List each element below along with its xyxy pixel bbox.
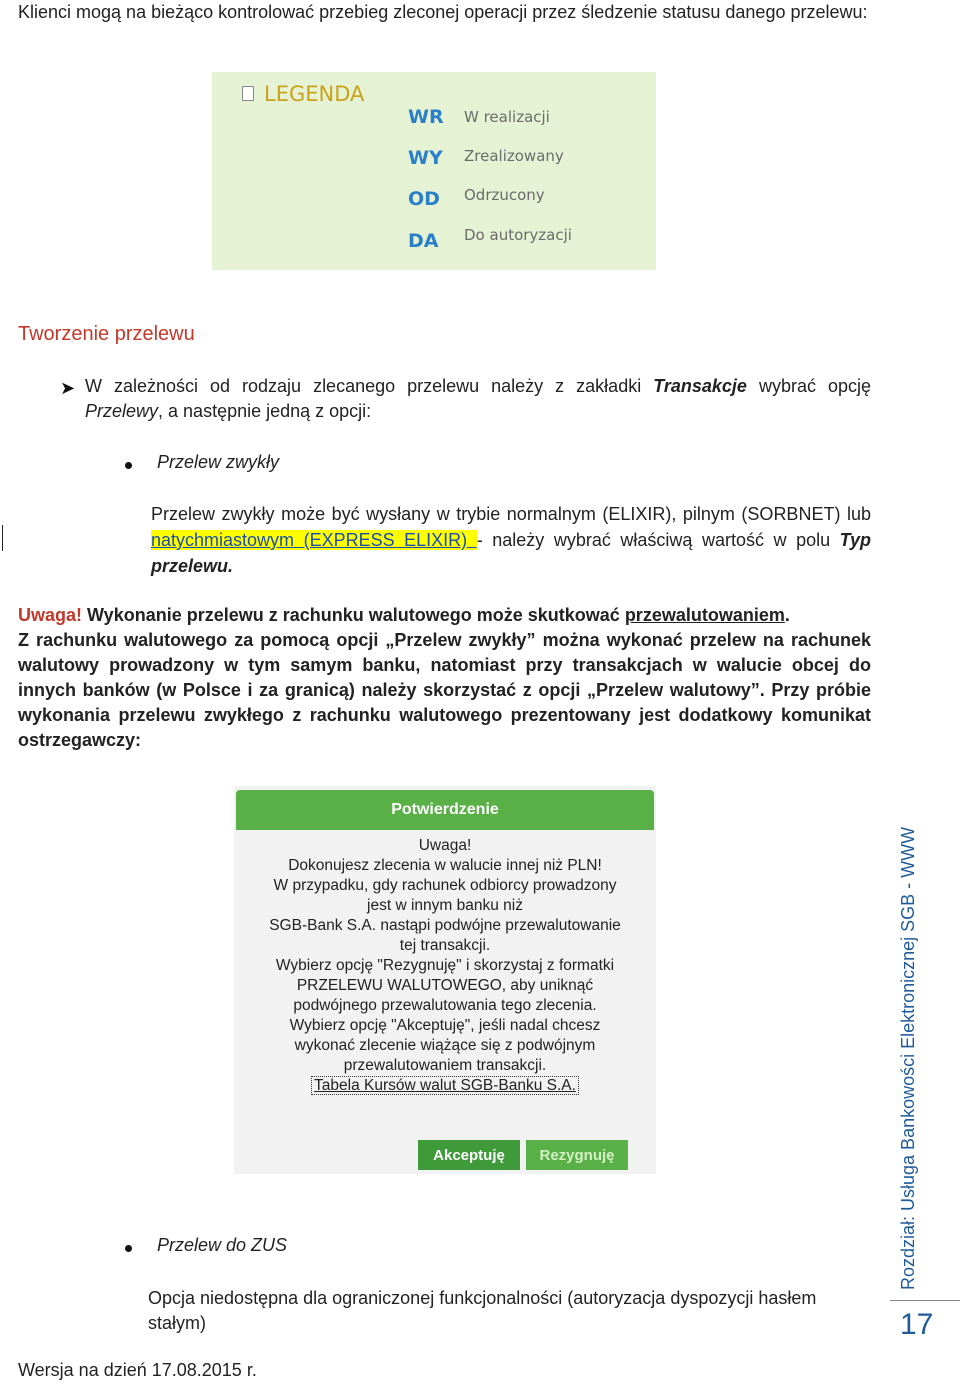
option-name: Przelewy: [85, 401, 159, 421]
bullet-icon: [125, 1245, 132, 1252]
chapter-prefix: Rozdział:: [898, 1210, 918, 1290]
legend-label: W realizacji: [464, 108, 550, 126]
footer-version: Wersja na dzień 17.08.2015 r.: [18, 1360, 257, 1380]
arrow-bullet-icon: ➤: [60, 378, 76, 398]
warning-label: Uwaga!: [18, 605, 83, 625]
dialog-line: Wybierz opcję "Akceptuję", jeśli nadal chcesz: [289, 1017, 601, 1034]
step-text: W zależności od rodzaju zlecanego przelewu należy z zakładki: [85, 376, 654, 396]
step-text: wybrać opcję: [746, 376, 871, 396]
option-title: Przelew zwykły: [157, 452, 280, 472]
dialog-header: [236, 790, 654, 830]
legend-item: [212, 226, 656, 270]
bullet-icon: [125, 462, 132, 469]
dialog-line: PRZELEWU WALUTOWEGO, aby uniknąć: [296, 977, 594, 994]
warning-link-text: przewalutowaniem: [624, 605, 785, 625]
legend-item: [212, 188, 656, 228]
legend-code: WY: [408, 147, 443, 169]
legend-box: [212, 72, 656, 270]
dialog-line: W przypadku, gdy rachunek odbiorcy prowadzony: [273, 877, 617, 894]
legend-code: DA: [408, 230, 439, 252]
chapter-side-label: [898, 810, 928, 1290]
dialog-line: Wybierz opcję "Rezygnuję" i skorzystaj z formatki: [275, 957, 615, 974]
section-title: Tworzenie przelewu: [18, 323, 195, 345]
dialog-line: podwójnego przewalutowania tego zlecenia.: [293, 997, 597, 1014]
legend-label: Odrzucony: [464, 186, 545, 204]
chapter-title: Usługa Bankowości Elektronicznej SGB - WWW: [898, 826, 918, 1211]
page-number: 17: [900, 1308, 934, 1341]
desc-text: Przelew zwykły może być wysłany w trybie normalnym (ELIXIR), pilnym (SORBNET) lub: [151, 504, 871, 524]
dialog-line: SGB-Bank S.A. nastąpi podwójne przewalutowanie: [269, 917, 621, 934]
tab-name: Transakcje: [653, 376, 747, 396]
desc-text: - należy wybrać właściwą wartość w polu: [476, 530, 840, 550]
legend-label: Do autoryzacji: [464, 226, 572, 244]
warning-text: Wykonanie przelewu z rachunku walutowego może skutkować: [82, 605, 625, 625]
dialog-line: przewalutowaniem transakcji.: [343, 1057, 547, 1074]
dialog-line: jest w innym banku niż: [367, 897, 523, 914]
step-paragraph: [85, 374, 871, 424]
dialog-line: Uwaga!: [418, 837, 472, 854]
accept-button[interactable]: Akceptuję: [418, 1140, 520, 1170]
dialog-body: [234, 836, 656, 1096]
intro-paragraph: Klienci mogą na bieżąco kontrolować przebieg zleconej operacji przez śledzenie statusu danego przelewu:: [18, 2, 868, 22]
legend-code: WR: [408, 106, 444, 128]
warning-text: .: [784, 605, 790, 625]
dialog-line: tej transakcji.: [399, 937, 491, 954]
warning-block: [18, 603, 871, 753]
legend-item: [212, 106, 656, 146]
clipboard-icon: [242, 86, 254, 101]
legend-label: Zrealizowany: [464, 147, 564, 165]
reject-button[interactable]: Rezygnuję: [526, 1140, 628, 1170]
exchange-rates-link[interactable]: Tabela Kursów walut SGB-Banku S.A.: [311, 1076, 579, 1095]
confirmation-dialog: [234, 786, 656, 1174]
legend-title: LEGENDA: [264, 82, 365, 106]
option-description: [151, 501, 871, 579]
express-elixir-link[interactable]: natychmiastowym (EXPRESS ELIXIR): [151, 530, 477, 550]
dialog-title: Potwierdzenie: [391, 801, 499, 818]
field-name: Typ przelewu.: [151, 530, 871, 576]
option-title: Przelew do ZUS: [157, 1235, 288, 1255]
step-text: , a następnie jedną z opcji:: [158, 401, 372, 421]
change-bar: [2, 525, 3, 551]
dialog-line: wykonać zlecenie wiążące się z podwójnym: [294, 1037, 596, 1054]
legend-item: [212, 147, 656, 187]
dialog-line: Dokonujesz zlecenia w walucie innej niż PLN!: [288, 857, 602, 874]
option-description: Opcja niedostępna dla ograniczonej funkcjonalności (autoryzacja dyspozycji hasłem stałym): [148, 1288, 817, 1333]
legend-code: OD: [408, 188, 440, 210]
warning-body: Z rachunku walutowego za pomocą opcji „Przelew zwykły” można wykonać przelew na rachunek walutowy prowadzony w tym samym banku, natomiast przy transakcjach w walucie obcej do innych banków (w Polsce i za granicą) należy skorzystać z opcji „Przelew walutowy”. Przy próbie wykonania przelewu zwykłego z rachunku walutowego prezentowany jest dodatkowy komunikat ostrzegawczy:: [18, 630, 871, 750]
side-divider: [890, 1300, 960, 1301]
